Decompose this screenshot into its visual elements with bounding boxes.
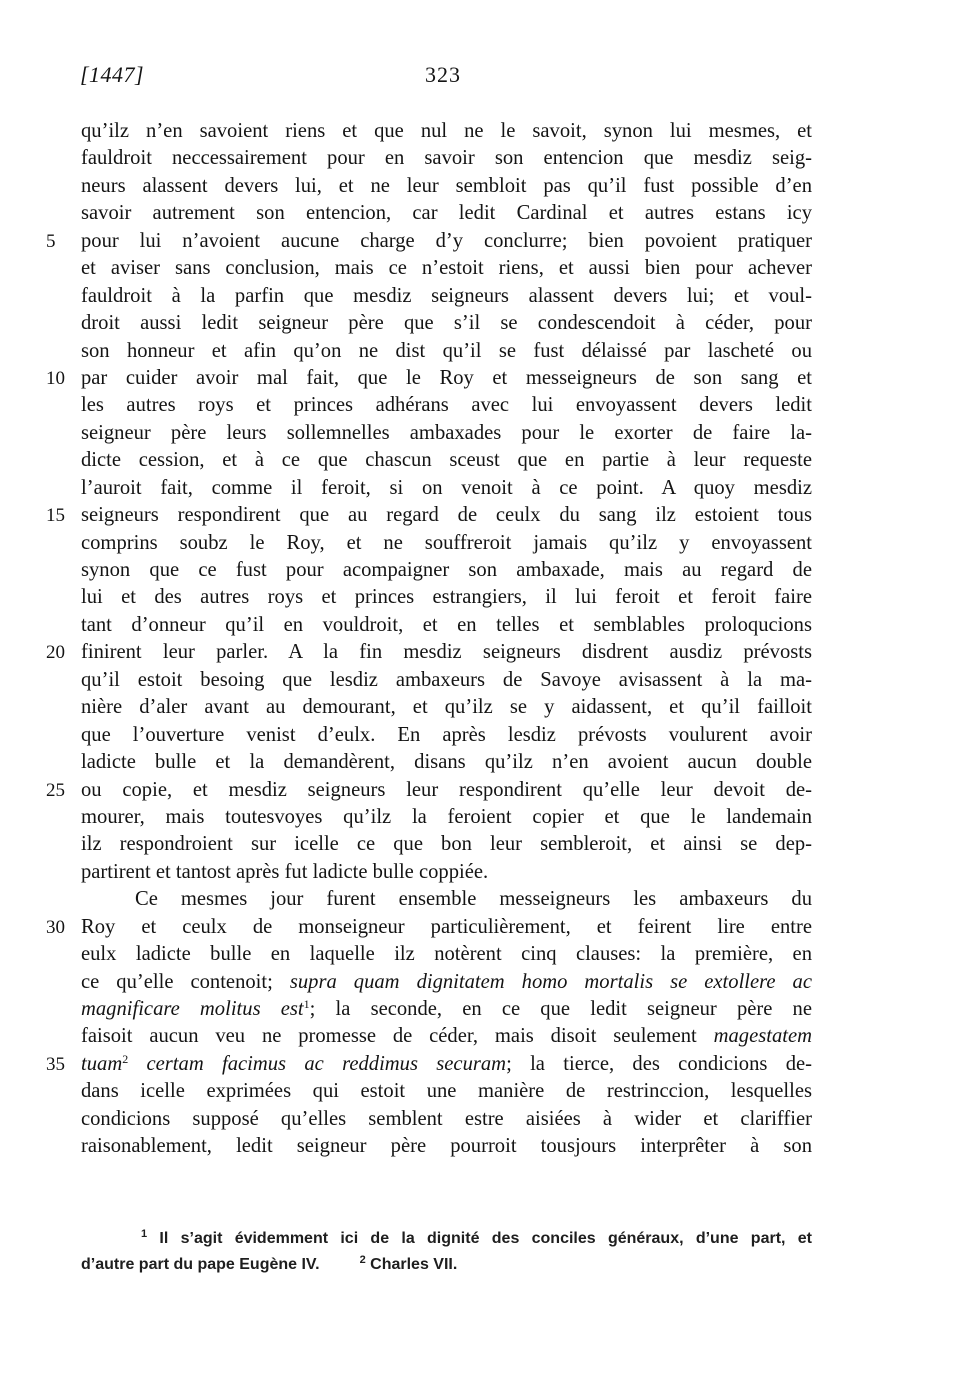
line-segment: condicions supposé qu’elles semblent estre aisiées à wider et clariffier <box>81 1107 812 1130</box>
line-segment: et aviser sans conclusion, mais ce n’estoit riens, et aussi bien pour achever <box>81 257 812 280</box>
text-line <box>0 941 960 968</box>
line-text <box>81 1133 812 1160</box>
line-segment: que l’ouverture venist d’eulx. En après lesdiz prévosts voulurent avoir <box>81 723 812 746</box>
text-line <box>0 200 960 227</box>
line-segment: Ce mesmes jour furent ensemble messeigneurs les ambaxeurs du <box>135 888 812 911</box>
text-line <box>0 1133 960 1160</box>
line-text <box>81 1078 812 1105</box>
line-text <box>81 283 812 310</box>
text-line <box>0 173 960 200</box>
main-text <box>0 118 960 1161</box>
footnote-1-line-1 <box>81 1226 812 1252</box>
line-text <box>81 969 812 996</box>
line-segment: droit aussi ledit seigneur père que s’il se condescendoit à céder, pour <box>81 312 812 335</box>
text-line <box>0 1078 960 1105</box>
footnote-2-text: Charles VII. <box>370 1256 458 1273</box>
footnote-reference: 2 <box>122 1051 129 1066</box>
line-segment: ilz respondroient sur icelle ce que bon leur sembleroit, et ainsi se dep- <box>81 833 812 856</box>
text-line <box>0 639 960 666</box>
line-text <box>81 118 812 145</box>
line-text <box>81 365 812 392</box>
line-text <box>81 1106 812 1133</box>
text-line <box>0 310 960 337</box>
line-text <box>81 1023 812 1050</box>
text-line <box>0 447 960 474</box>
line-text <box>81 475 812 502</box>
line-number: 25 <box>46 779 65 801</box>
text-line <box>0 145 960 172</box>
text-line <box>0 255 960 282</box>
line-number: 30 <box>46 916 65 938</box>
line-text <box>81 173 812 200</box>
line-segment <box>128 1053 146 1075</box>
line-text <box>81 1051 812 1078</box>
text-line <box>0 584 960 611</box>
line-text <box>81 996 812 1023</box>
line-text <box>81 228 812 255</box>
footnote-reference: 1 <box>303 997 310 1011</box>
text-line <box>0 557 960 584</box>
line-number: 15 <box>46 505 65 527</box>
line-segment: neurs alassent devers lui, et ne leur sembloit pas qu’il fust possible d’en <box>81 174 812 197</box>
footnote-2-mark: 2 <box>359 1254 366 1266</box>
line-segment: lui et des autres roys et princes estrangiers, il lui feroit et feroit faire <box>81 586 812 609</box>
line-segment: eulx ladicte bulle en laquelle ilz notèrent cinq clauses: la première, en <box>81 943 812 966</box>
text-line <box>0 996 960 1023</box>
line-segment: qu’il estoit besoing que lesdiz ambaxeurs de Savoye avisassent à la ma- <box>81 668 812 691</box>
line-segment: ou copie, et mesdiz seigneurs leur respondirent qu’elle leur devoit de- <box>81 778 812 801</box>
line-segment: Roy et ceulx de monseigneur particulièrement, et feirent lire entre <box>81 915 812 938</box>
footnote-1-text: Il s’agit évidemment ici de la dignité des conciles généraux, d’une part, et <box>159 1230 812 1247</box>
footnote-1-mark: 1 <box>141 1228 148 1240</box>
text-line <box>0 1051 960 1078</box>
text-line <box>0 667 960 694</box>
text-line <box>0 804 960 831</box>
text-line <box>0 228 960 255</box>
text-line <box>0 1106 960 1133</box>
line-text <box>81 502 812 529</box>
line-text <box>81 310 812 337</box>
line-text <box>81 941 812 968</box>
line-segment: pour lui n’avoient aucune charge d’y conclurre; bien povoient pratiquer <box>81 229 812 252</box>
footnote-line-2 <box>81 1252 812 1278</box>
line-segment: par cuider avoir mal fait, que le Roy et messeigneurs de son sang et <box>81 366 812 389</box>
line-segment: faisoit aucun veu ne promesse de céder, mais disoit seulement <box>81 1025 714 1048</box>
line-segment: ; la tierce, des condicions de- <box>506 1052 812 1075</box>
text-line <box>0 283 960 310</box>
line-segment: ce qu’elle contenoit; <box>81 970 290 993</box>
line-text <box>81 584 812 611</box>
line-segment: raisonablement, ledit seigneur père pourroit tousjours interprêter à son <box>81 1135 812 1158</box>
line-segment: dicte cession, et à ce que chascun sceust que en partie à leur requeste <box>81 449 812 472</box>
line-segment: mourer, mais toutesvoyes qu’ilz la feroient copier et que le landemain <box>81 805 812 828</box>
footnote-1-text-continued: d’autre part du pape Eugène IV. <box>81 1256 320 1273</box>
line-text <box>81 831 812 858</box>
text-line <box>0 886 960 913</box>
latin-quotation: tuam <box>81 1052 123 1075</box>
line-number: 35 <box>46 1053 65 1075</box>
line-text <box>81 777 812 804</box>
line-segment: l’auroit fait, comme il feroit, si on venoit à ce point. A quoy mesdiz <box>81 476 812 499</box>
line-text <box>81 859 812 886</box>
running-head-reference: [1447] <box>80 62 145 87</box>
line-segment: partirent et tantost après fut ladicte bulle coppiée. <box>81 860 489 883</box>
text-line <box>0 365 960 392</box>
text-line <box>0 502 960 529</box>
text-line <box>0 831 960 858</box>
text-line <box>0 612 960 639</box>
text-line <box>0 392 960 419</box>
text-line <box>0 914 960 941</box>
page-number: 323 <box>425 62 461 87</box>
line-text <box>81 612 812 639</box>
line-text <box>81 722 812 749</box>
line-text <box>81 338 812 365</box>
line-text <box>81 447 812 474</box>
line-text <box>81 145 812 172</box>
line-text <box>81 392 812 419</box>
text-line <box>0 420 960 447</box>
text-line <box>0 338 960 365</box>
line-number: 20 <box>46 642 65 664</box>
line-segment: fauldroit neccessairement pour en savoir son entencion que mesdiz seig- <box>81 147 812 170</box>
text-line <box>0 749 960 776</box>
line-number: 10 <box>46 367 65 389</box>
text-line <box>0 530 960 557</box>
text-line <box>0 969 960 996</box>
line-segment: finirent leur parler. A la fin mesdiz seigneurs disdrent ausdiz prévosts <box>81 641 812 664</box>
line-segment: les autres roys et princes adhérans avec lui envoyassent devers ledit <box>81 394 812 417</box>
text-line <box>0 722 960 749</box>
line-text <box>81 694 812 721</box>
text-line <box>0 118 960 145</box>
line-segment: comprins soubz le Roy, et ne souffreroit jamais qu’ilz y envoyassent <box>81 531 812 554</box>
line-text <box>81 255 812 282</box>
line-text <box>81 530 812 557</box>
page-header <box>0 62 960 94</box>
latin-quotation: magnificare molitus est <box>81 998 304 1020</box>
latin-quotation: supra quam dignitatem homo mortalis se extollere ac <box>289 970 812 993</box>
line-segment: savoir autrement son entencion, car ledit Cardinal et autres estans icy <box>81 202 812 225</box>
text-line <box>0 475 960 502</box>
line-segment: ; la seconde, en ce que ledit seigneur père ne <box>309 998 812 1020</box>
line-segment: synon que ce fust pour acompaigner son ambaxade, mais au regard de <box>81 559 812 581</box>
text-line <box>0 1023 960 1050</box>
line-segment: dans icelle exprimées qui estoit une manière de restrinccion, lesquelles <box>81 1080 812 1103</box>
line-text <box>81 667 812 694</box>
latin-quotation: magestatem <box>713 1025 812 1048</box>
line-segment: seigneur père leurs sollemnelles ambaxades pour le exorter de faire la- <box>81 421 812 444</box>
line-number: 5 <box>46 230 56 252</box>
line-text <box>81 639 812 666</box>
line-segment: qu’ilz n’en savoient riens et que nul ne le savoit, synon lui mesmes, et <box>81 120 812 142</box>
line-segment: nière d’aler avant au demourant, et qu’ilz se y aidassent, et qu’il failloit <box>81 696 812 719</box>
text-line <box>0 859 960 886</box>
line-text <box>81 557 812 584</box>
line-text <box>81 420 812 447</box>
line-text <box>135 886 812 913</box>
text-line <box>0 777 960 804</box>
line-text <box>81 914 812 941</box>
line-text <box>81 749 812 776</box>
line-text <box>81 804 812 831</box>
line-segment: son honneur et afin qu’on ne dist qu’il se fust délaissé par lascheté ou <box>81 339 812 362</box>
line-segment: tant d’onneur qu’il en vouldroit, et en telles et semblables proloqucions <box>81 613 812 636</box>
latin-quotation: certam facimus ac reddimus securam <box>146 1052 507 1075</box>
footnotes <box>81 1226 812 1278</box>
line-segment: fauldroit à la parfin que mesdiz seigneurs alassent devers lui; et voul- <box>81 284 812 307</box>
text-line <box>0 694 960 721</box>
line-segment: seigneurs respondirent que au regard de ceulx du sang ilz estoient tous <box>81 504 812 527</box>
line-segment: ladicte bulle et la demandèrent, disans qu’ilz n’en avoient aucun double <box>81 751 812 774</box>
line-text <box>81 200 812 227</box>
